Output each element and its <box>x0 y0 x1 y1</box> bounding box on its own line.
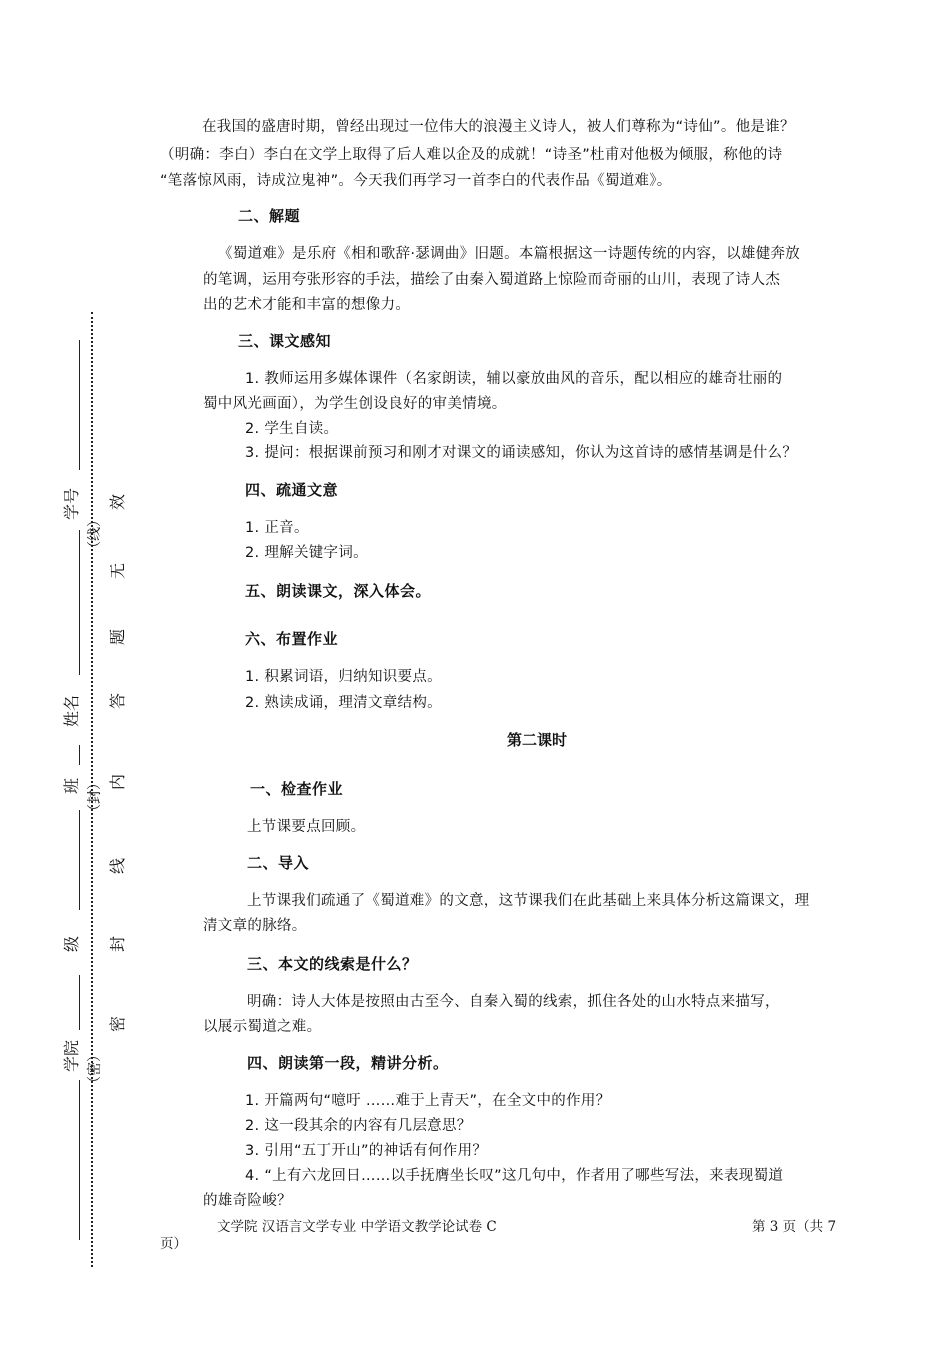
s4-item-1: 1. 正音。 <box>245 520 309 536</box>
inner-char-5: 内 <box>108 774 127 791</box>
heading-l2s4: 四、朗读第一段，精讲分析。 <box>247 1054 449 1072</box>
label-class: 班 <box>62 778 81 795</box>
heading-s6: 六、布置作业 <box>245 630 339 648</box>
s6-item-2: 2. 熟读成诵，理清文章结构。 <box>245 695 442 711</box>
s2-line-1: 《蜀道难》是乐府《相和歌辞·瑟调曲》旧题。本篇根据这一诗题传统的内容，以雄健奔放 <box>218 246 801 262</box>
l2s3-line-2: 以展示蜀道之难。 <box>203 1019 322 1035</box>
heading-s3: 三、课文感知 <box>238 332 332 350</box>
l2s4-item-4a: 4. “上有六龙回日……以手抚膺坐长叹”这几句中，作者用了哪些写法，来表现蜀道 <box>245 1168 784 1184</box>
l2s1-text: 上节课要点回顾。 <box>247 819 366 835</box>
heading-s2: 二、解题 <box>238 207 301 225</box>
l2s4-item-4b: 的雄奇险峻？ <box>203 1193 292 1209</box>
footer-page-number: 第 3 页（共 7 <box>752 1219 837 1235</box>
intro-line-2: （明确：李白）李白在文学上取得了后人难以企及的成就！“诗圣”杜甫对他极为倾服，称他的诗 <box>160 147 783 163</box>
s3-item-1b: 蜀中风光画面），为学生创设良好的审美情境。 <box>203 396 507 412</box>
l2s4-item-2: 2. 这一段其余的内容有几层意思？ <box>245 1118 472 1134</box>
l2s2-line-2: 清文章的脉络。 <box>203 918 307 934</box>
label-college: 学院 <box>62 1040 81 1073</box>
s3-item-3: 3. 提问：根据课前预习和刚才对课文的诵读感知，你认为这首诗的感情基调是什么？ <box>245 445 798 461</box>
marker-secret: （密） <box>87 1048 103 1090</box>
inner-char-3: 题 <box>108 629 127 646</box>
binding-solid-line-2 <box>79 530 80 675</box>
binding-solid-line-6 <box>79 1080 80 1240</box>
heading-s4: 四、疏通文意 <box>245 481 339 499</box>
inner-char-1: 效 <box>108 494 127 511</box>
heading-s5: 五、朗读课文，深入体会。 <box>245 582 432 600</box>
inner-char-7: 封 <box>108 936 127 953</box>
label-grade: 级 <box>62 936 81 953</box>
l2s3-line-1: 明确：诗人大体是按照由古至今、自秦入蜀的线索，抓住各处的山水特点来描写， <box>247 994 780 1010</box>
l2s2-line-1: 上节课我们疏通了《蜀道难》的文意，这节课我们在此基础上来具体分析这篇课文，理 <box>247 893 810 909</box>
s3-item-2: 2. 学生自读。 <box>245 421 339 437</box>
marker-line: （线） <box>87 513 103 555</box>
s4-item-2: 2. 理解关键字词。 <box>245 545 368 561</box>
marker-seal: （封） <box>87 776 103 818</box>
l2s4-item-3: 3. 引用“五丁开山”的神话有何作用？ <box>245 1143 488 1159</box>
binding-solid-line-1 <box>79 340 80 470</box>
inner-char-6: 线 <box>108 858 127 875</box>
footer-exam-info: 文学院 汉语言文学专业 中学语文教学论试卷 C <box>217 1219 497 1235</box>
intro-line-1: 在我国的盛唐时期，曾经出现过一位伟大的浪漫主义诗人，被人们尊称为“诗仙”。他是谁？ <box>202 119 795 135</box>
label-name: 姓名 <box>62 695 81 728</box>
intro-line-3: “笔落惊风雨，诗成泣鬼神”。今天我们再学习一首李白的代表作品《蜀道难》。 <box>160 173 672 189</box>
l2s4-item-1: 1. 开篇两句“噫吁 ……难于上青天”，在全文中的作用？ <box>245 1093 611 1109</box>
binding-solid-line-4 <box>79 810 80 910</box>
lesson-2-title: 第二课时 <box>507 731 568 749</box>
s2-line-2: 的笔调，运用夸张形容的手法，描绘了由秦入蜀道路上惊险而奇丽的山川，表现了诗人杰 <box>203 272 781 288</box>
binding-solid-line-5 <box>79 975 80 1030</box>
s3-item-1a: 1. 教师运用多媒体课件（名家朗读，辅以豪放曲风的音乐，配以相应的雄奇壮丽的 <box>245 371 783 387</box>
inner-char-8: 密 <box>108 1016 127 1033</box>
s2-line-3: 出的艺术才能和丰富的想像力。 <box>203 297 411 313</box>
inner-char-4: 答 <box>108 693 127 710</box>
heading-l2s3: 三、本文的线索是什么？ <box>247 955 418 973</box>
heading-l2s2: 二、导入 <box>247 854 310 872</box>
footer-page-number-wrap: 页） <box>160 1236 187 1252</box>
inner-char-2: 无 <box>108 563 127 580</box>
label-student-id: 学号 <box>62 488 81 521</box>
heading-l2s1: 一、检查作业 <box>250 780 344 798</box>
binding-solid-line-3 <box>79 745 80 765</box>
s6-item-1: 1. 积累词语，归纳知识要点。 <box>245 669 442 685</box>
